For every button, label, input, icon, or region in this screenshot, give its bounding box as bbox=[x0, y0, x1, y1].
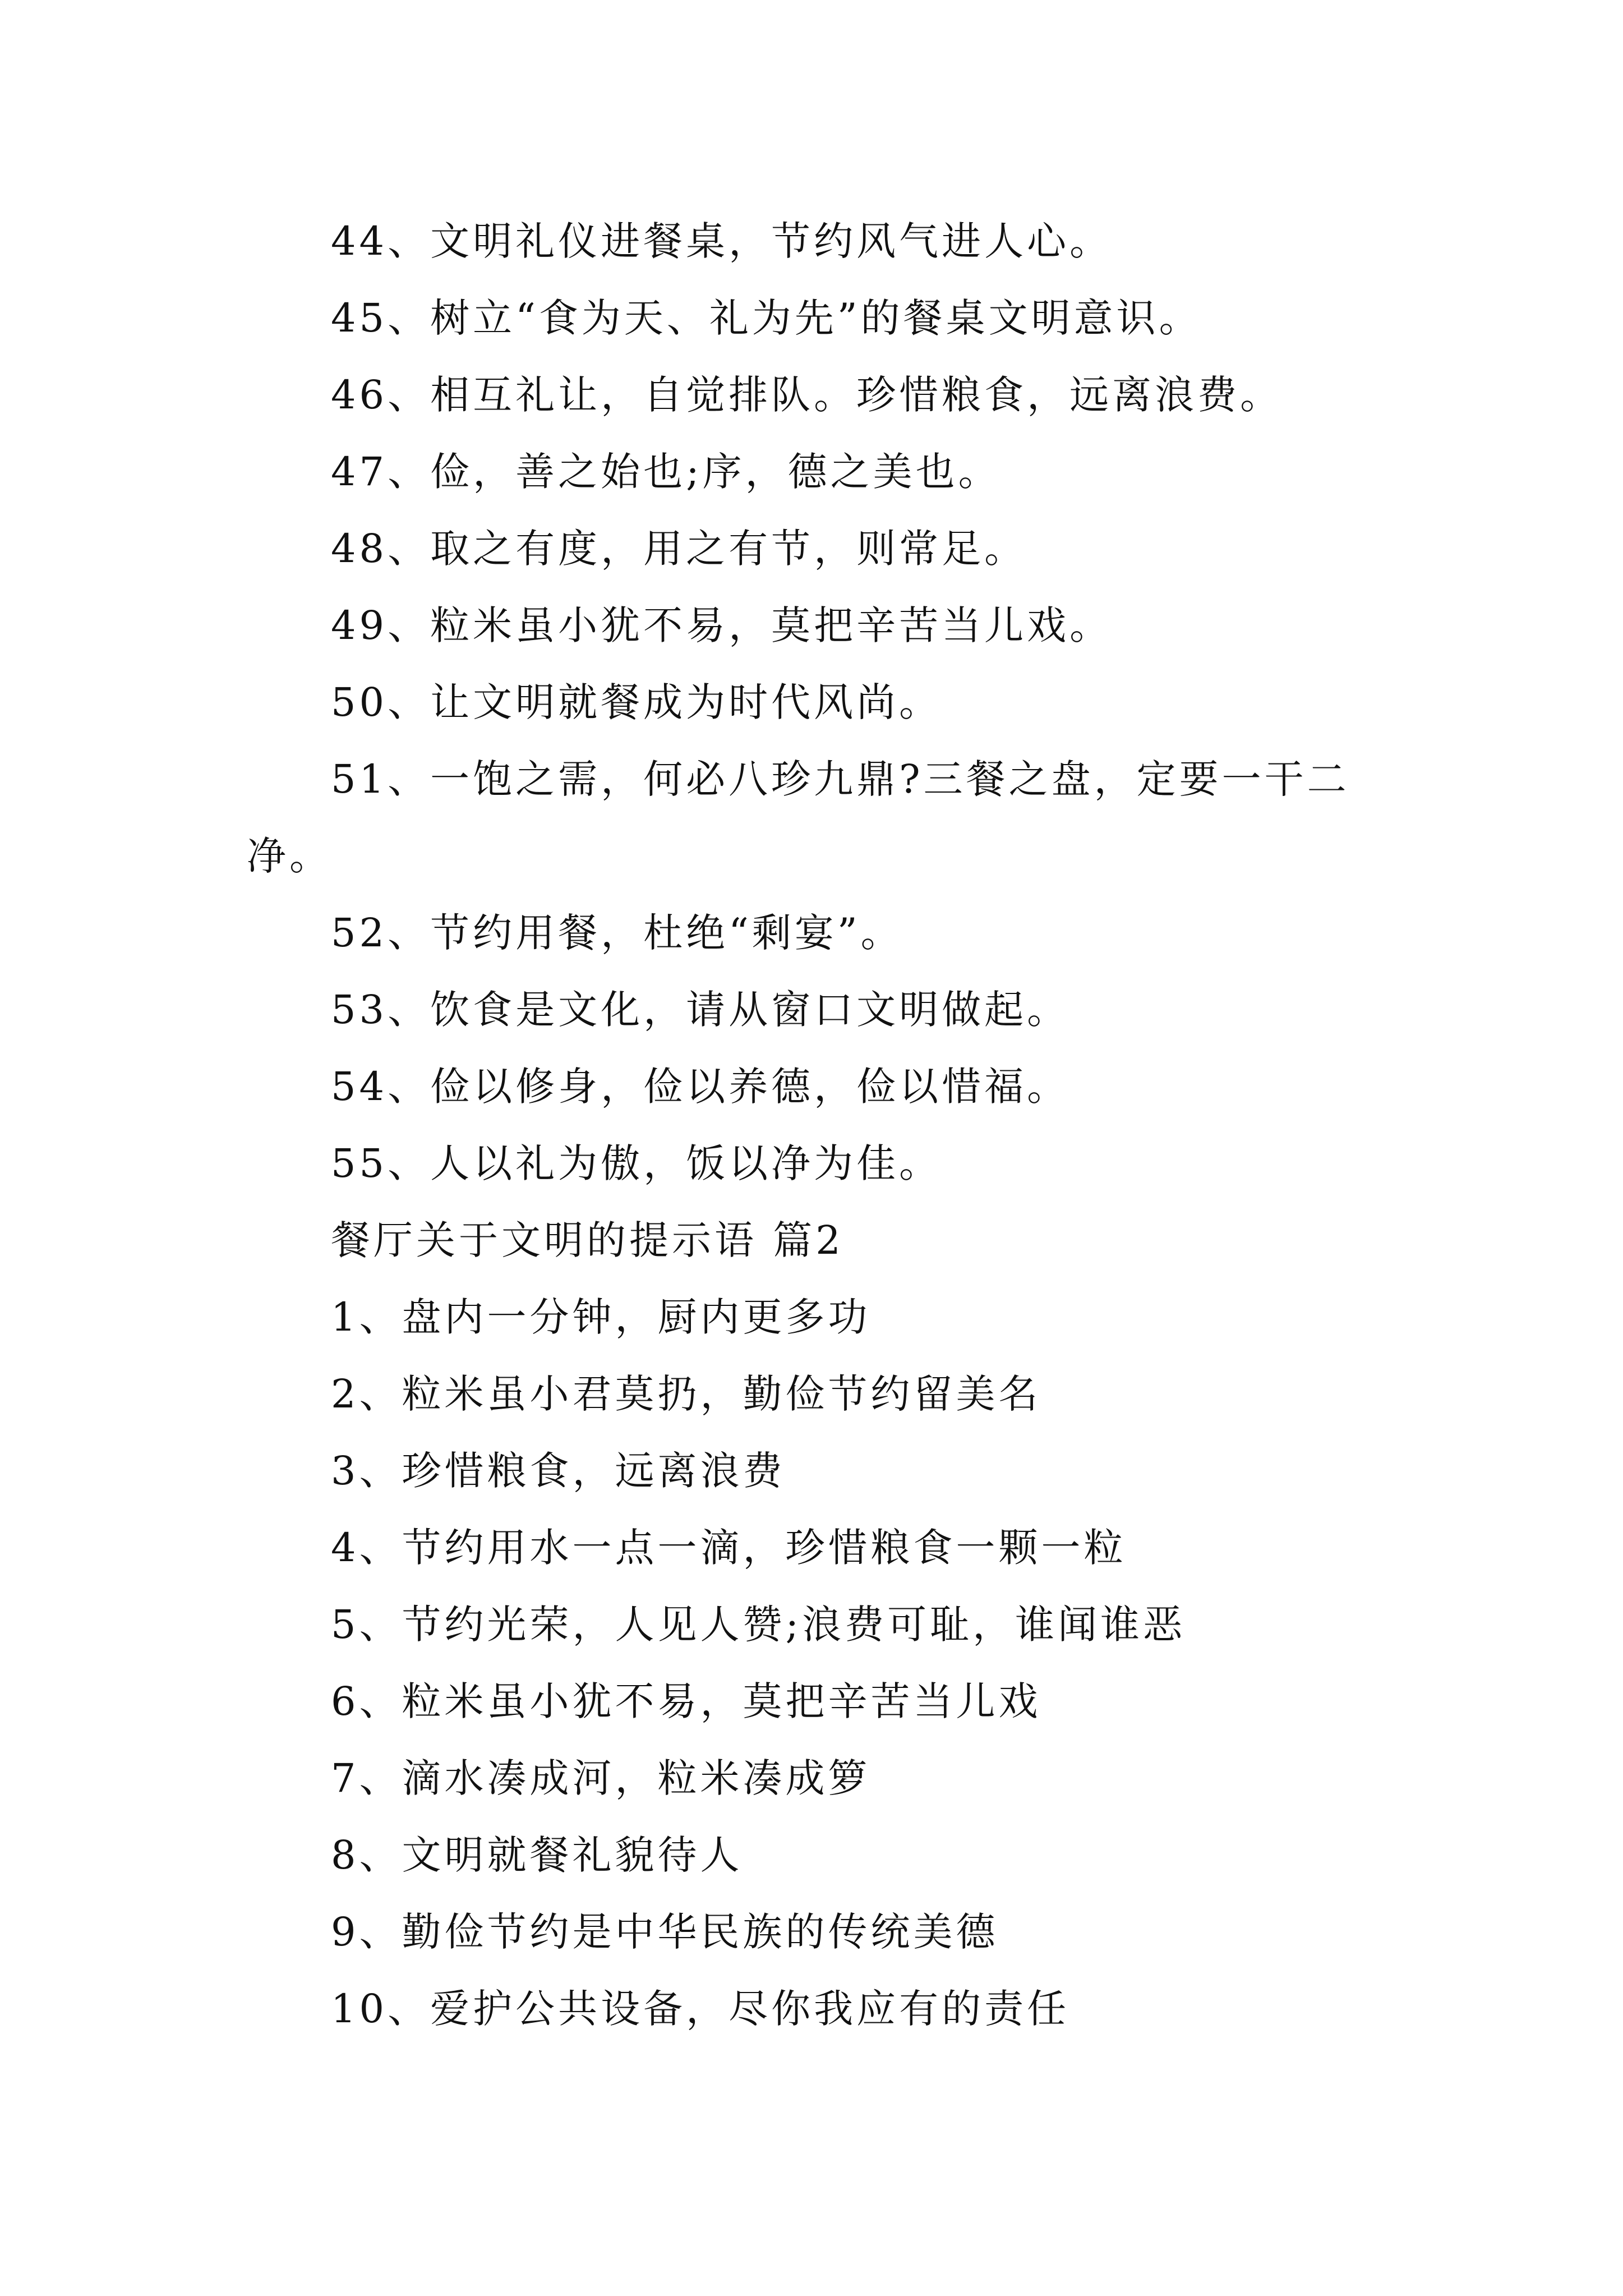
list-item: 9、勤俭节约是中华民族的传统美德 bbox=[331, 1909, 999, 1955]
list-item: 47、俭，善之始也;序，德之美也。 bbox=[331, 449, 1001, 495]
list-item: 44、文明礼仪进餐桌，节约风气进人心。 bbox=[331, 218, 1113, 264]
section-heading: 餐厅关于文明的提示语 篇2 bbox=[331, 1217, 844, 1263]
list-item: 52、节约用餐，杜绝“剩宴”。 bbox=[331, 910, 903, 956]
list-item: 4、节约用水一点一滴，珍惜粮食一颗一粒 bbox=[331, 1525, 1127, 1571]
list-item: 7、滴水凑成河，粒米凑成箩 bbox=[331, 1755, 871, 1801]
list-item: 5、节约光荣，人见人赞;浪费可耻，谁闻谁恶 bbox=[331, 1602, 1186, 1648]
list-item: 55、人以礼为傲，饭以净为佳。 bbox=[331, 1140, 942, 1186]
list-item: 1、盘内一分钟，厨内更多功 bbox=[331, 1294, 871, 1340]
list-item: 51、一饱之需，何必八珍九鼎?三餐之盘，定要一干二 bbox=[331, 756, 1350, 802]
list-item: 53、饮食是文化，请从窗口文明做起。 bbox=[331, 987, 1070, 1033]
list-item: 48、取之有度，用之有节，则常足。 bbox=[331, 526, 1027, 572]
list-item: 3、珍惜粮食，远离浪费 bbox=[331, 1448, 786, 1494]
list-item: 49、粒米虽小犹不易，莫把辛苦当儿戏。 bbox=[331, 602, 1113, 648]
list-item: 45、树立“食为天、礼为先”的餐桌文明意识。 bbox=[331, 295, 1202, 341]
list-item: 2、粒米虽小君莫扔，勤俭节约留美名 bbox=[331, 1371, 1041, 1417]
list-item: 10、爱护公共设备，尽你我应有的责任 bbox=[331, 1986, 1070, 2032]
list-item: 8、文明就餐礼貌待人 bbox=[331, 1832, 743, 1878]
list-item: 6、粒米虽小犹不易，莫把辛苦当儿戏 bbox=[331, 1678, 1041, 1724]
list-item: 54、俭以修身，俭以养德，俭以惜福。 bbox=[331, 1064, 1070, 1110]
list-item: 46、相互礼让，自觉排队。珍惜粮食，远离浪费。 bbox=[331, 372, 1283, 418]
list-item: 50、让文明就餐成为时代风尚。 bbox=[331, 679, 942, 725]
list-item-continuation: 净。 bbox=[247, 833, 332, 879]
